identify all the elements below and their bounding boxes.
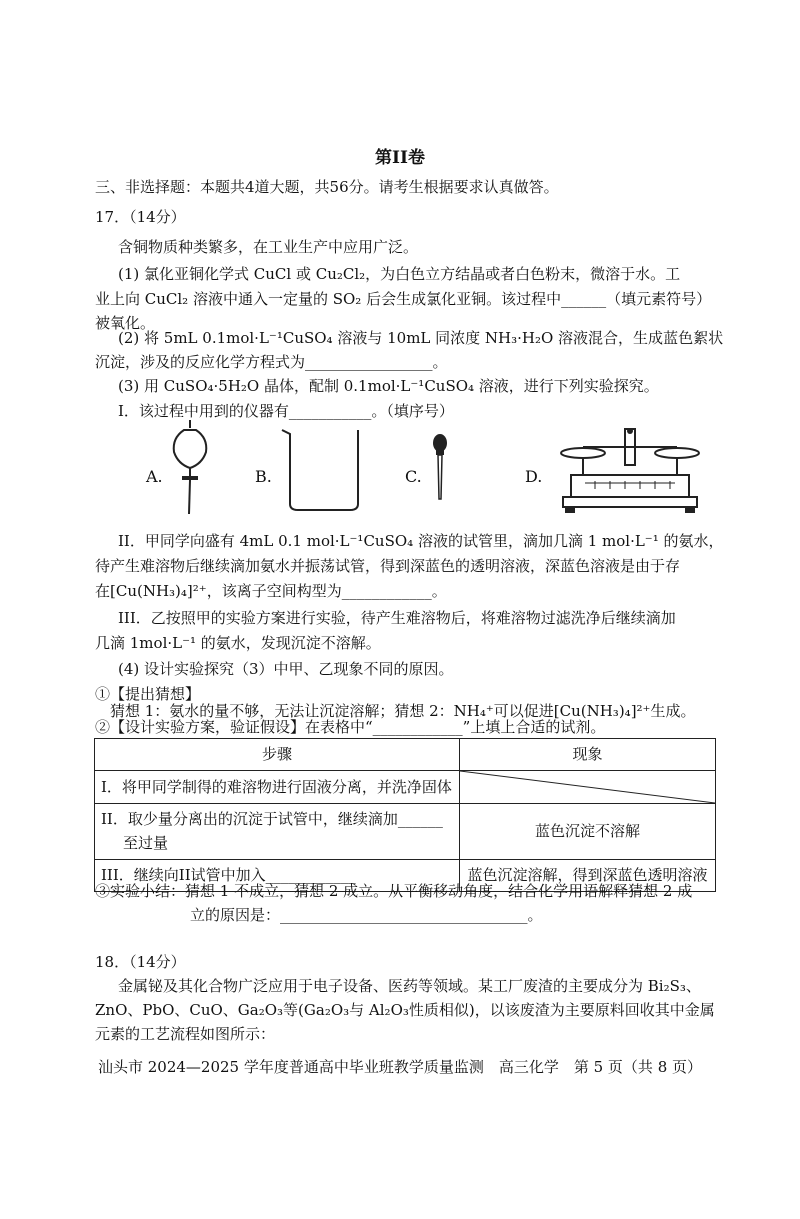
table-header-steps: 步骤 [95, 739, 460, 771]
balance-scale-icon [555, 425, 705, 515]
table-row2-phenomenon: 蓝色沉淀不溶解 [460, 804, 716, 860]
q17-II-line3: 在[Cu(NH₃)₄]²⁺，该离子空间构型为____________。 [95, 582, 447, 600]
table-row2-step-line2: 至过量 [123, 833, 169, 852]
q17-part2-line2: 沉淀，涉及的反应化学方程式为_________________。 [95, 353, 448, 371]
q17-III-line2: 几滴 1mol·L⁻¹ 的氨水，发现沉淀不溶解。 [95, 634, 381, 652]
q17-part3-I: I．该过程中用到的仪器有___________。（填序号） [118, 402, 454, 420]
q18-line3: 元素的工艺流程如图所示： [95, 1025, 276, 1043]
label-c: C. [405, 467, 422, 486]
q17-summary-line1: ③实验小结：猜想 1 不成立，猜想 2 成立。从平衡移动角度，结合化学用语解释猜想 2 成 [95, 882, 693, 900]
q18-number: 18．（14分） [95, 953, 186, 971]
label-b: B. [255, 467, 272, 486]
q17-II-line2: 待产生难溶物后继续滴加氨水并振荡试管，得到深蓝色的透明溶液，深蓝色溶液是由于存 [95, 557, 681, 575]
q17-design-title: ②【设计实验方案，验证假设】在表格中“____________”上填上合适的试剂。 [95, 718, 606, 736]
q17-III-line1: III．乙按照甲的实验方案进行实验，待产生难溶物后，将难溶物过滤洗净后继续滴加 [118, 609, 676, 627]
table-row1-phenomenon-slash [460, 771, 716, 804]
q17-guess-title: ①【提出猜想】 [95, 685, 201, 703]
label-d: D. [525, 467, 543, 486]
table-row3-step: III．继续向II试管中加入____________ [95, 859, 460, 891]
table-row2-step-line1: II．取少量分离出的沉淀于试管中，继续滴加______ [101, 810, 443, 829]
q17-guess-text: 猜想 1：氨水的量不够，无法让沉淀溶解；猜想 2：NH₄⁺可以促进[Cu(NH₃)₄]²⁺生成。 [110, 702, 696, 720]
table-row3-phenomenon: 蓝色沉淀溶解，得到深蓝色透明溶液 [460, 859, 716, 891]
section-intro: 三、非选择题：本题共4道大题，共56分。请考生根据要求认真做答。 [95, 178, 559, 196]
q17-part4: (4) 设计实验探究（3）中甲、乙现象不同的原因。 [118, 660, 454, 678]
q17-part1-line3: 被氧化。 [95, 314, 156, 332]
dropper-icon [430, 433, 450, 503]
q17-part3-line1: (3) 用 CuSO₄·5H₂O 晶体，配制 0.1mol·L⁻¹CuSO₄ 溶液，进行下列实验探究。 [118, 377, 659, 395]
beaker-icon [278, 424, 368, 514]
experiment-table [94, 738, 716, 892]
table-row1-step: I．将甲同学制得的难溶物进行固液分离，并洗净固体 [95, 771, 460, 804]
q17-part1-line2: 业上向 CuCl₂ 溶液中通入一定量的 SO₂ 后会生成氯化亚铜。该过程中______（填元素符号） [95, 290, 712, 308]
table-row2-step [95, 804, 460, 860]
q17-II-line1: II．甲同学向盛有 4mL 0.1 mol·L⁻¹CuSO₄ 溶液的试管里，滴加几滴 1 mol·L⁻¹ 的氨水， [118, 532, 724, 550]
q17-part2-line1: (2) 将 5mL 0.1mol·L⁻¹CuSO₄ 溶液与 10mL 同浓度 NH₃·H₂O 溶液混合，生成蓝色絮状 [118, 329, 724, 347]
page-footer: 汕头市 2024—2025 学年度普通高中毕业班教学质量监测 高三化学 第 5 页（共 8 页） [97, 1058, 703, 1076]
section-title: 第II卷 [375, 148, 425, 168]
q18-line1: 金属铋及其化合物广泛应用于电子设备、医药等领域。某工厂废渣的主要成分为 Bi₂S₃、 [118, 977, 701, 995]
q17-summary-line2: 立的原因是：_________________________________。 [190, 906, 543, 924]
table-header-phenomenon: 现象 [460, 739, 716, 771]
q17-number: 17．（14分） [95, 208, 186, 226]
separatory-funnel-icon [170, 418, 210, 518]
q17-intro: 含铜物质种类繁多，在工业生产中应用广泛。 [118, 238, 419, 256]
q18-line2: ZnO、PbO、CuO、Ga₂O₃等(Ga₂O₃与 Al₂O₃性质相似)，以该废渣为主要原料回收其中金属 [95, 1001, 715, 1019]
q17-part1-line1: (1) 氯化亚铜化学式 CuCl 或 Cu₂Cl₂，为白色立方结晶或者白色粉末，微溶于水。工 [118, 265, 681, 283]
label-a: A. [146, 467, 163, 486]
